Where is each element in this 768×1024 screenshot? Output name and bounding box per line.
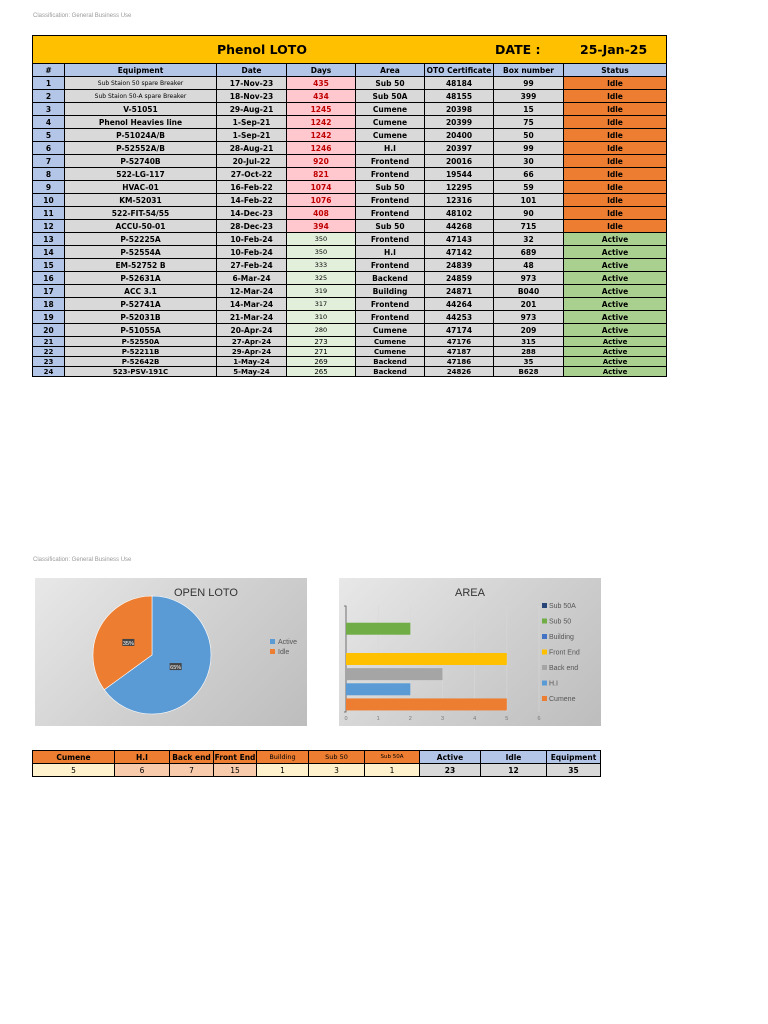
date-cell: 16-Feb-22 bbox=[217, 181, 287, 194]
row-index: 11 bbox=[33, 207, 65, 220]
table-row bbox=[33, 285, 667, 298]
open-loto-pie bbox=[35, 578, 307, 726]
date-cell: 10-Feb-24 bbox=[217, 246, 287, 259]
equipment-cell: P-52554A bbox=[65, 246, 217, 259]
date-cell: 27-Oct-22 bbox=[217, 168, 287, 181]
summary-header-row bbox=[33, 751, 601, 764]
summary-header: Back end bbox=[170, 751, 214, 764]
x-tick-label: 1 bbox=[376, 716, 380, 722]
table-row bbox=[33, 357, 667, 367]
days-cell: 1242 bbox=[287, 129, 356, 142]
table-row bbox=[33, 181, 667, 194]
days-cell: 434 bbox=[287, 90, 356, 103]
loto-table bbox=[32, 35, 667, 377]
status-cell: Active bbox=[564, 285, 667, 298]
box-number-cell: 59 bbox=[494, 181, 564, 194]
certificate-cell: 12295 bbox=[425, 181, 494, 194]
area-cell: Sub 50 bbox=[356, 181, 425, 194]
legend-label: Sub 50 bbox=[549, 618, 572, 626]
pie-title: OPEN LOTO bbox=[174, 587, 238, 599]
area-cell: Sub 50 bbox=[356, 77, 425, 90]
table-row bbox=[33, 246, 667, 259]
status-cell: Idle bbox=[564, 103, 667, 116]
date-cell: 20-Jul-22 bbox=[217, 155, 287, 168]
table-row bbox=[33, 155, 667, 168]
date-cell: 12-Mar-24 bbox=[217, 285, 287, 298]
certificate-cell: 48155 bbox=[425, 90, 494, 103]
legend-swatch bbox=[542, 634, 547, 639]
days-cell: 269 bbox=[287, 357, 356, 367]
box-number-cell: 32 bbox=[494, 233, 564, 246]
certificate-cell: 24839 bbox=[425, 259, 494, 272]
area-cell: Cumene bbox=[356, 116, 425, 129]
bar-back-end bbox=[346, 668, 443, 680]
summary-value: 12 bbox=[481, 764, 547, 777]
summary-value: 5 bbox=[33, 764, 115, 777]
area-cell: Cumene bbox=[356, 337, 425, 347]
area-cell: Backend bbox=[356, 367, 425, 377]
row-index: 1 bbox=[33, 77, 65, 90]
open-loto-chart bbox=[35, 578, 307, 726]
area-cell: Frontend bbox=[356, 259, 425, 272]
days-cell: 435 bbox=[287, 77, 356, 90]
box-number-cell: 99 bbox=[494, 77, 564, 90]
table-row bbox=[33, 168, 667, 181]
certificate-cell: 24859 bbox=[425, 272, 494, 285]
status-cell: Idle bbox=[564, 168, 667, 181]
table-row bbox=[33, 311, 667, 324]
row-index: 4 bbox=[33, 116, 65, 129]
summary-value-row bbox=[33, 764, 601, 777]
table-row bbox=[33, 90, 667, 103]
status-cell: Idle bbox=[564, 90, 667, 103]
legend-swatch bbox=[542, 681, 547, 686]
row-index: 9 bbox=[33, 181, 65, 194]
equipment-cell: P-51055A bbox=[65, 324, 217, 337]
col-header: Date bbox=[217, 64, 287, 77]
area-cell: Frontend bbox=[356, 155, 425, 168]
date-cell: 27-Feb-24 bbox=[217, 259, 287, 272]
row-index: 10 bbox=[33, 194, 65, 207]
legend-swatch bbox=[542, 603, 547, 608]
col-header: Equipment bbox=[65, 64, 217, 77]
area-cell: Frontend bbox=[356, 298, 425, 311]
equipment-cell: Sub Staion 50-A spare Breaker bbox=[65, 90, 217, 103]
date-label: DATE : bbox=[495, 42, 541, 57]
table-row bbox=[33, 233, 667, 246]
x-tick-label: 5 bbox=[505, 716, 509, 722]
equipment-cell: P-52031B bbox=[65, 311, 217, 324]
certificate-cell: 20397 bbox=[425, 142, 494, 155]
date-cell: 1-Sep-21 bbox=[217, 116, 287, 129]
x-tick-label: 6 bbox=[537, 716, 541, 722]
summary-value: 35 bbox=[547, 764, 601, 777]
row-index: 15 bbox=[33, 259, 65, 272]
row-index: 13 bbox=[33, 233, 65, 246]
equipment-cell: 523-PSV-191C bbox=[65, 367, 217, 377]
status-cell: Idle bbox=[564, 129, 667, 142]
area-cell: Cumene bbox=[356, 103, 425, 116]
summary-value: 3 bbox=[309, 764, 365, 777]
x-tick-label: 2 bbox=[408, 716, 412, 722]
status-cell: Active bbox=[564, 347, 667, 357]
table-row bbox=[33, 337, 667, 347]
certificate-cell: 44268 bbox=[425, 220, 494, 233]
status-cell: Idle bbox=[564, 77, 667, 90]
box-number-cell: 99 bbox=[494, 142, 564, 155]
row-index: 23 bbox=[33, 357, 65, 367]
legend-swatch bbox=[542, 696, 547, 701]
table-row bbox=[33, 220, 667, 233]
equipment-cell: KM-52031 bbox=[65, 194, 217, 207]
certificate-cell: 47143 bbox=[425, 233, 494, 246]
date-cell: 14-Mar-24 bbox=[217, 298, 287, 311]
days-cell: 1242 bbox=[287, 116, 356, 129]
row-index: 3 bbox=[33, 103, 65, 116]
date-cell: 28-Aug-21 bbox=[217, 142, 287, 155]
date-cell: 1-May-24 bbox=[217, 357, 287, 367]
area-cell: Cumene bbox=[356, 129, 425, 142]
equipment-cell: ACCU-50-01 bbox=[65, 220, 217, 233]
equipment-cell: Sub Staion 50 spare Breaker bbox=[65, 77, 217, 90]
equipment-cell: EM-52752 B bbox=[65, 259, 217, 272]
days-cell: 317 bbox=[287, 298, 356, 311]
box-number-cell: 101 bbox=[494, 194, 564, 207]
date-cell: 21-Mar-24 bbox=[217, 311, 287, 324]
box-number-cell: B040 bbox=[494, 285, 564, 298]
certificate-cell: 47176 bbox=[425, 337, 494, 347]
certificate-cell: 47187 bbox=[425, 347, 494, 357]
box-number-cell: 66 bbox=[494, 168, 564, 181]
table-row bbox=[33, 298, 667, 311]
area-cell: Frontend bbox=[356, 311, 425, 324]
date-cell: 17-Nov-23 bbox=[217, 77, 287, 90]
equipment-cell: P-52550A bbox=[65, 337, 217, 347]
status-cell: Idle bbox=[564, 142, 667, 155]
row-index: 14 bbox=[33, 246, 65, 259]
table-row bbox=[33, 142, 667, 155]
box-number-cell: 15 bbox=[494, 103, 564, 116]
equipment-cell: V-51051 bbox=[65, 103, 217, 116]
box-number-cell: 75 bbox=[494, 116, 564, 129]
area-cell: Backend bbox=[356, 272, 425, 285]
box-number-cell: 689 bbox=[494, 246, 564, 259]
bar-cumene bbox=[346, 698, 507, 710]
area-cell: Frontend bbox=[356, 168, 425, 181]
certificate-cell: 20400 bbox=[425, 129, 494, 142]
table-row bbox=[33, 324, 667, 337]
days-cell: 325 bbox=[287, 272, 356, 285]
header-row bbox=[33, 64, 667, 77]
legend-label: Building bbox=[549, 634, 574, 641]
area-cell: H.I bbox=[356, 246, 425, 259]
col-header: OTO Certificate bbox=[425, 64, 494, 77]
legend-swatch bbox=[270, 649, 275, 654]
status-cell: Active bbox=[564, 357, 667, 367]
days-cell: 310 bbox=[287, 311, 356, 324]
classification-label: Classification: General Business Use bbox=[33, 13, 132, 19]
bar-sub-50 bbox=[346, 623, 410, 635]
row-index: 12 bbox=[33, 220, 65, 233]
bar-h-i bbox=[346, 683, 410, 695]
box-number-cell: 973 bbox=[494, 311, 564, 324]
row-index: 5 bbox=[33, 129, 65, 142]
certificate-cell: 20016 bbox=[425, 155, 494, 168]
legend-label: Sub 50A bbox=[549, 603, 576, 610]
legend-label: Back end bbox=[549, 665, 579, 672]
date-cell: 5-May-24 bbox=[217, 367, 287, 377]
row-index: 8 bbox=[33, 168, 65, 181]
area-cell: Frontend bbox=[356, 194, 425, 207]
table-row bbox=[33, 103, 667, 116]
table-row bbox=[33, 194, 667, 207]
days-cell: 1245 bbox=[287, 103, 356, 116]
summary-header: H.I bbox=[115, 751, 170, 764]
area-cell: Frontend bbox=[356, 207, 425, 220]
days-cell: 319 bbox=[287, 285, 356, 298]
days-cell: 1076 bbox=[287, 194, 356, 207]
date-cell: 6-Mar-24 bbox=[217, 272, 287, 285]
bar-front-end bbox=[346, 653, 507, 665]
pie-data-label: 35% bbox=[122, 640, 134, 647]
status-cell: Idle bbox=[564, 181, 667, 194]
summary-value: 1 bbox=[365, 764, 420, 777]
summary-value: 7 bbox=[170, 764, 214, 777]
certificate-cell: 20398 bbox=[425, 103, 494, 116]
table-row bbox=[33, 207, 667, 220]
equipment-cell: 522-FIT-54/55 bbox=[65, 207, 217, 220]
legend-label: Cumene bbox=[549, 696, 576, 703]
equipment-cell: P-52740B bbox=[65, 155, 217, 168]
days-cell: 408 bbox=[287, 207, 356, 220]
legend-swatch bbox=[542, 619, 547, 624]
certificate-cell: 47142 bbox=[425, 246, 494, 259]
status-cell: Active bbox=[564, 272, 667, 285]
table-row bbox=[33, 129, 667, 142]
equipment-cell: P-52642B bbox=[65, 357, 217, 367]
certificate-cell: 24826 bbox=[425, 367, 494, 377]
status-cell: Active bbox=[564, 324, 667, 337]
date-cell: 29-Aug-21 bbox=[217, 103, 287, 116]
summary-header: Cumene bbox=[33, 751, 115, 764]
row-index: 16 bbox=[33, 272, 65, 285]
row-index: 22 bbox=[33, 347, 65, 357]
days-cell: 1246 bbox=[287, 142, 356, 155]
equipment-cell: Phenol Heavies line bbox=[65, 116, 217, 129]
box-number-cell: 201 bbox=[494, 298, 564, 311]
equipment-cell: 522-LG-117 bbox=[65, 168, 217, 181]
days-cell: 1074 bbox=[287, 181, 356, 194]
box-number-cell: 973 bbox=[494, 272, 564, 285]
table-row bbox=[33, 347, 667, 357]
status-cell: Idle bbox=[564, 155, 667, 168]
row-index: 20 bbox=[33, 324, 65, 337]
certificate-cell: 20399 bbox=[425, 116, 494, 129]
row-index: 24 bbox=[33, 367, 65, 377]
days-cell: 394 bbox=[287, 220, 356, 233]
table-row bbox=[33, 77, 667, 90]
legend-label: Active bbox=[278, 639, 298, 646]
col-header: Status bbox=[564, 64, 667, 77]
status-cell: Active bbox=[564, 337, 667, 347]
area-cell: Cumene bbox=[356, 324, 425, 337]
box-number-cell: 90 bbox=[494, 207, 564, 220]
certificate-cell: 47186 bbox=[425, 357, 494, 367]
status-cell: Active bbox=[564, 367, 667, 377]
date-cell: 1-Sep-21 bbox=[217, 129, 287, 142]
box-number-cell: 30 bbox=[494, 155, 564, 168]
summary-value: 15 bbox=[214, 764, 257, 777]
certificate-cell: 48184 bbox=[425, 77, 494, 90]
summary-table bbox=[32, 750, 601, 777]
date-cell: 27-Apr-24 bbox=[217, 337, 287, 347]
box-number-cell: 288 bbox=[494, 347, 564, 357]
legend-label: H.I bbox=[549, 680, 558, 688]
certificate-cell: 48102 bbox=[425, 207, 494, 220]
status-cell: Idle bbox=[564, 220, 667, 233]
table-row bbox=[33, 272, 667, 285]
date-cell: 14-Feb-22 bbox=[217, 194, 287, 207]
area-cell: Frontend bbox=[356, 233, 425, 246]
box-number-cell: B628 bbox=[494, 367, 564, 377]
summary-header: Equipment bbox=[547, 751, 601, 764]
equipment-cell: ACC 3.1 bbox=[65, 285, 217, 298]
summary-header: Front End bbox=[214, 752, 256, 762]
summary-value: 1 bbox=[257, 764, 309, 777]
box-number-cell: 48 bbox=[494, 259, 564, 272]
x-tick-label: 0 bbox=[344, 716, 348, 722]
status-cell: Idle bbox=[564, 116, 667, 129]
status-cell: Active bbox=[564, 311, 667, 324]
date-cell: 18-Nov-23 bbox=[217, 90, 287, 103]
date-cell: 10-Feb-24 bbox=[217, 233, 287, 246]
certificate-cell: 44264 bbox=[425, 298, 494, 311]
certificate-cell: 12316 bbox=[425, 194, 494, 207]
status-cell: Active bbox=[564, 259, 667, 272]
pie-data-label: 65% bbox=[170, 665, 182, 672]
row-index: 17 bbox=[33, 285, 65, 298]
date-cell: 20-Apr-24 bbox=[217, 324, 287, 337]
area-cell: Building bbox=[356, 285, 425, 298]
certificate-cell: 19544 bbox=[425, 168, 494, 181]
area-cell: Sub 50A bbox=[356, 90, 425, 103]
summary-value: 6 bbox=[115, 764, 170, 777]
row-index: 7 bbox=[33, 155, 65, 168]
box-number-cell: 50 bbox=[494, 129, 564, 142]
area-cell: Backend bbox=[356, 357, 425, 367]
table-row bbox=[33, 116, 667, 129]
area-cell: Sub 50 bbox=[356, 220, 425, 233]
legend-label: Front End bbox=[549, 649, 580, 657]
sheet-title: Phenol LOTO bbox=[217, 42, 307, 57]
legend-swatch bbox=[542, 665, 547, 670]
equipment-cell: P-52225A bbox=[65, 233, 217, 246]
equipment-cell: P-52552A/B bbox=[65, 142, 217, 155]
status-cell: Idle bbox=[564, 194, 667, 207]
summary-header: Idle bbox=[481, 751, 547, 764]
row-index: 19 bbox=[33, 311, 65, 324]
date-cell: 29-Apr-24 bbox=[217, 347, 287, 357]
days-cell: 920 bbox=[287, 155, 356, 168]
summary-header: Sub 50 bbox=[309, 751, 365, 764]
equipment-cell: HVAC-01 bbox=[65, 181, 217, 194]
row-index: 18 bbox=[33, 298, 65, 311]
table-row bbox=[33, 259, 667, 272]
certificate-cell: 47174 bbox=[425, 324, 494, 337]
equipment-cell: P-51024A/B bbox=[65, 129, 217, 142]
box-number-cell: 35 bbox=[494, 357, 564, 367]
y-axis-line bbox=[344, 606, 346, 712]
row-index: 21 bbox=[33, 337, 65, 347]
area-chart bbox=[339, 578, 601, 726]
box-number-cell: 315 bbox=[494, 337, 564, 347]
x-tick-label: 3 bbox=[440, 716, 445, 722]
days-cell: 821 bbox=[287, 168, 356, 181]
legend-swatch bbox=[270, 639, 275, 644]
box-number-cell: 209 bbox=[494, 324, 564, 337]
legend-label: Idle bbox=[278, 649, 290, 656]
equipment-cell: P-52741A bbox=[65, 298, 217, 311]
summary-header: Building bbox=[257, 751, 309, 764]
status-cell: Idle bbox=[564, 207, 667, 220]
row-index: 6 bbox=[33, 142, 65, 155]
loto-body bbox=[33, 77, 667, 377]
certificate-cell: 44253 bbox=[425, 311, 494, 324]
date-value: 25-Jan-25 bbox=[580, 42, 648, 57]
equipment-cell: P-52211B bbox=[65, 347, 217, 357]
days-cell: 273 bbox=[287, 337, 356, 347]
col-header: Area bbox=[356, 64, 425, 77]
col-header: # bbox=[33, 64, 65, 77]
days-cell: 350 bbox=[287, 246, 356, 259]
status-cell: Active bbox=[564, 233, 667, 246]
col-header: Days bbox=[287, 64, 356, 77]
date-cell: 28-Dec-23 bbox=[217, 220, 287, 233]
table-row bbox=[33, 367, 667, 377]
classification-label-2: Classification: General Business Use bbox=[33, 557, 132, 563]
certificate-cell: 24871 bbox=[425, 285, 494, 298]
days-cell: 280 bbox=[287, 324, 356, 337]
title-row bbox=[33, 36, 667, 64]
summary-header: Sub 50A bbox=[365, 751, 420, 764]
date-cell: 14-Dec-23 bbox=[217, 207, 287, 220]
summary-header: Active bbox=[420, 751, 481, 764]
area-cell: H.I bbox=[356, 142, 425, 155]
status-cell: Active bbox=[564, 298, 667, 311]
area-bar-chart bbox=[339, 578, 601, 726]
summary-value: 23 bbox=[420, 764, 481, 777]
x-tick-label: 4 bbox=[473, 716, 477, 722]
box-number-cell: 399 bbox=[494, 90, 564, 103]
days-cell: 271 bbox=[287, 347, 356, 357]
row-index: 2 bbox=[33, 90, 65, 103]
area-cell: Cumene bbox=[356, 347, 425, 357]
box-number-cell: 715 bbox=[494, 220, 564, 233]
col-header: Box number bbox=[494, 64, 564, 77]
days-cell: 350 bbox=[287, 233, 356, 246]
status-cell: Active bbox=[564, 246, 667, 259]
equipment-cell: P-52631A bbox=[65, 272, 217, 285]
days-cell: 333 bbox=[287, 259, 356, 272]
days-cell: 265 bbox=[287, 367, 356, 377]
bar-title: AREA bbox=[455, 587, 485, 599]
legend-swatch bbox=[542, 650, 547, 655]
